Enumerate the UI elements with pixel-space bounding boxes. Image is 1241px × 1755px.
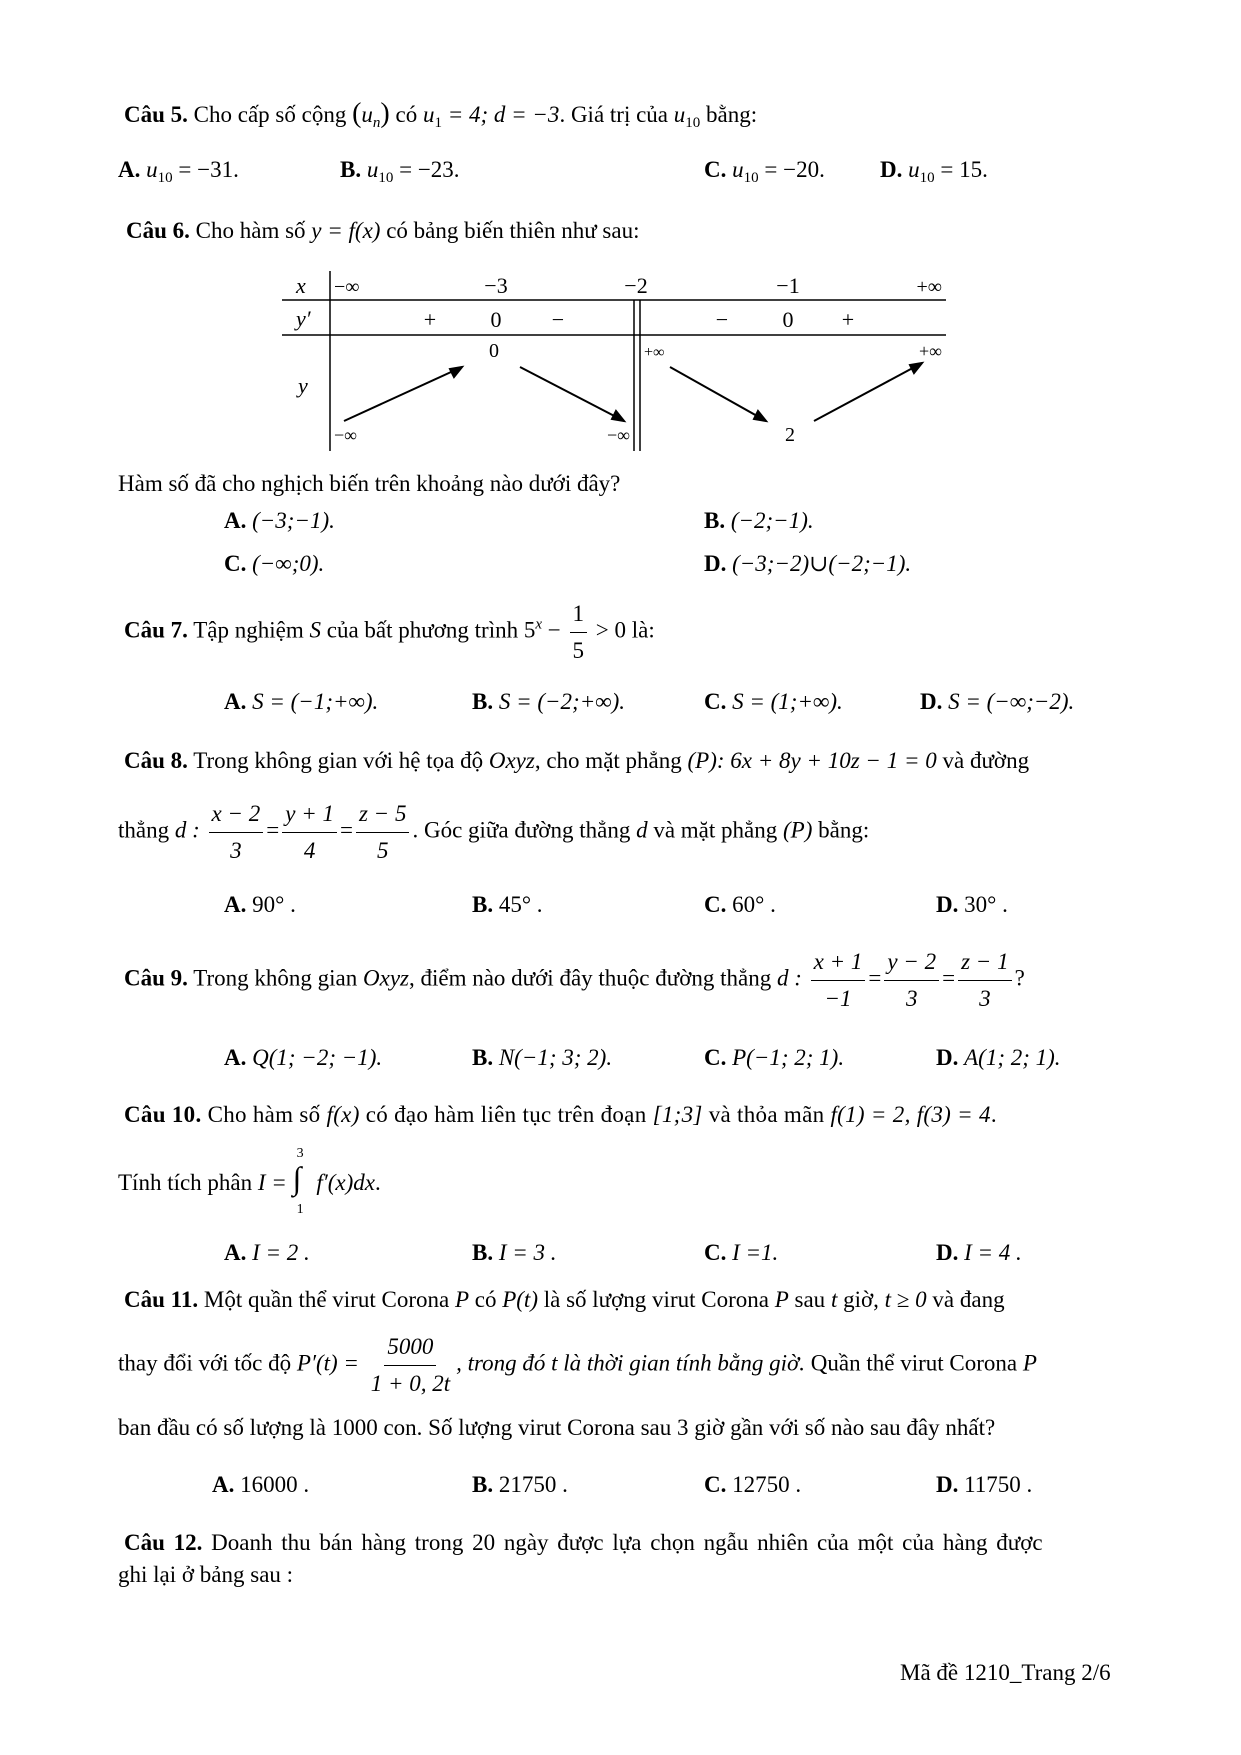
sign: + xyxy=(841,307,855,332)
option-d[interactable]: D. 30° . xyxy=(936,892,1008,917)
question-label: Câu 9. xyxy=(124,965,188,991)
option-c[interactable]: C. 60° . xyxy=(704,892,776,917)
x-value: −∞ xyxy=(334,276,360,298)
y-value: 2 xyxy=(785,424,795,446)
y-value: 0 xyxy=(489,340,499,362)
question-label: Câu 12. xyxy=(124,1530,203,1555)
question-6: Câu 6. Cho hàm số y = f(x) có bảng biến thiên như sau: xyxy=(126,218,640,243)
option-b[interactable]: B. 45° . xyxy=(472,892,543,917)
option-d[interactable]: D. S = (−∞;−2). xyxy=(920,689,1075,714)
option-a[interactable]: A. (−3;−1). xyxy=(224,508,335,533)
question-9: Câu 9. Trong không gian Oxyz, điểm nào dưới đây thuộc đường thẳng d : $\frac{x + 1}{-1}$ = $\frac{y - 2}{3}$ = $\frac{z - 1}{3}$ ? xyxy=(124,949,1025,1011)
y-value: −∞ xyxy=(334,425,357,445)
sign: + xyxy=(423,307,437,332)
option-c[interactable]: C. (−∞;0). xyxy=(224,551,325,576)
row-label-y: y xyxy=(298,373,308,398)
question-label: Câu 5. xyxy=(124,102,188,127)
sign: − xyxy=(715,307,729,332)
option-a[interactable]: A. S = (−1;+∞). xyxy=(224,689,379,714)
x-value: −1 xyxy=(776,273,800,298)
row-label-x: x xyxy=(296,273,306,298)
option-c[interactable]: C. P(−1; 2; 1). xyxy=(704,1045,845,1070)
option-a[interactable]: A. Q(1; −2; −1). xyxy=(224,1045,383,1070)
integral-sign: 3 ∫ 1 xyxy=(292,1146,304,1217)
question-10-integral: Tính tích phân I = 3 ∫ 1 f′(x)dx. xyxy=(118,1146,381,1217)
option-a[interactable]: A. I = 2 . xyxy=(224,1240,310,1265)
option-d[interactable]: D. (−3;−2)∪(−2;−1). xyxy=(704,551,912,576)
option-b[interactable]: B. (−2;−1). xyxy=(704,508,814,533)
question-11-rate: thay đổi với tốc độ P′(t) = $\frac{5000}{1 + 0, 2t}$ , trong đó t là thời gian tính bằng giờ. Quần thể virut Corona P xyxy=(118,1334,1037,1396)
x-value: +∞ xyxy=(916,276,942,298)
option-b[interactable]: B. $u_{10} = -23$. xyxy=(340,157,460,186)
arrow-up xyxy=(814,363,922,421)
x-value: −2 xyxy=(624,273,648,298)
question-12-line2: ghi lại ở bảng sau : xyxy=(118,1562,294,1587)
question-6-prompt: Hàm số đã cho nghịch biến trên khoảng nào dưới đây? xyxy=(118,471,621,496)
question-7: Câu 7. Tập nghiệm S của bất phương trình 5$^x$ − $\frac{1}{5}$ > 0 là: xyxy=(124,601,655,663)
option-d[interactable]: D. $u_{10} = 15$. xyxy=(880,157,988,186)
x-value: −3 xyxy=(484,273,508,298)
option-b[interactable]: B. I = 3 . xyxy=(472,1240,557,1265)
question-8-line: thẳng d : $\frac{x - 2}{3}$ = $\frac{y + 1}{4}$ = $\frac{z - 5}{5}$ . Góc giữa đường thẳng d và mặt phẳng (P) bằng: xyxy=(118,801,870,863)
option-c[interactable]: C. I =1. xyxy=(704,1240,779,1265)
option-d[interactable]: D. A(1; 2; 1). xyxy=(936,1045,1061,1070)
question-10: Câu 10. Cho hàm số f(x) có đạo hàm liên tục trên đoạn [1;3] và thỏa mãn f(1) = 2, f(3) = 4. xyxy=(124,1102,997,1127)
option-a[interactable]: A. $u_{10} = -31$. xyxy=(118,157,239,186)
row-label-yprime: y′ xyxy=(296,306,311,331)
sign: − xyxy=(551,307,565,332)
question-11: Câu 11. Một quần thể virut Corona P có P(t) là số lượng virut Corona P sau t giờ, t ≥ 0 và đang xyxy=(124,1287,1005,1312)
arrow-up xyxy=(344,367,462,421)
arrow-down xyxy=(520,367,624,421)
option-c[interactable]: C. $u_{10} = -20$. xyxy=(704,157,825,186)
page-footer: Mã đề 1210_Trang 2/6 xyxy=(900,1660,1111,1685)
option-c[interactable]: C. S = (1;+∞). xyxy=(704,689,843,714)
question-label: Câu 8. xyxy=(124,748,188,773)
question-label: Câu 10. xyxy=(124,1102,202,1127)
y-value: +∞ xyxy=(644,344,665,361)
question-label: Câu 11. xyxy=(124,1287,199,1312)
question-label: Câu 6. xyxy=(126,218,190,243)
question-11-text: ban đầu có số lượng là 1000 con. Số lượng virut Corona sau 3 giờ gần với số nào sau đây nhất? xyxy=(118,1415,996,1440)
y-value: +∞ xyxy=(919,341,942,361)
option-a[interactable]: A. 90° . xyxy=(224,892,296,917)
sign: 0 xyxy=(782,307,794,332)
y-value: −∞ xyxy=(607,425,630,445)
option-b[interactable]: B. N(−1; 3; 2). xyxy=(472,1045,613,1070)
question-5: Câu 5. Cho cấp số cộng $(u_n)$ có $u_1 = 4$; d = −3. Giá trị của $u_{10}$ bằng: xyxy=(124,98,758,131)
option-c[interactable]: C. 12750 . xyxy=(704,1472,802,1497)
sign: 0 xyxy=(490,307,502,332)
question-8: Câu 8. Trong không gian với hệ tọa độ Oxyz, cho mặt phẳng (P): 6x + 8y + 10z − 1 = 0 và đường xyxy=(124,748,1030,773)
option-d[interactable]: D. I = 4 . xyxy=(936,1240,1022,1265)
fraction: $\frac{1}{5}$ xyxy=(570,600,588,664)
question-label: Câu 7. xyxy=(124,617,188,643)
option-d[interactable]: D. 11750 . xyxy=(936,1472,1033,1497)
option-b[interactable]: B. S = (−2;+∞). xyxy=(472,689,626,714)
question-12: Câu 12. Doanh thu bán hàng trong 20 ngày được lựa chọn ngẫu nhiên của một của hàng được xyxy=(124,1530,1043,1555)
variation-table xyxy=(282,271,946,451)
arrow-down xyxy=(670,367,766,421)
option-b[interactable]: B. 21750 . xyxy=(472,1472,568,1497)
option-a[interactable]: A. 16000 . xyxy=(212,1472,310,1497)
